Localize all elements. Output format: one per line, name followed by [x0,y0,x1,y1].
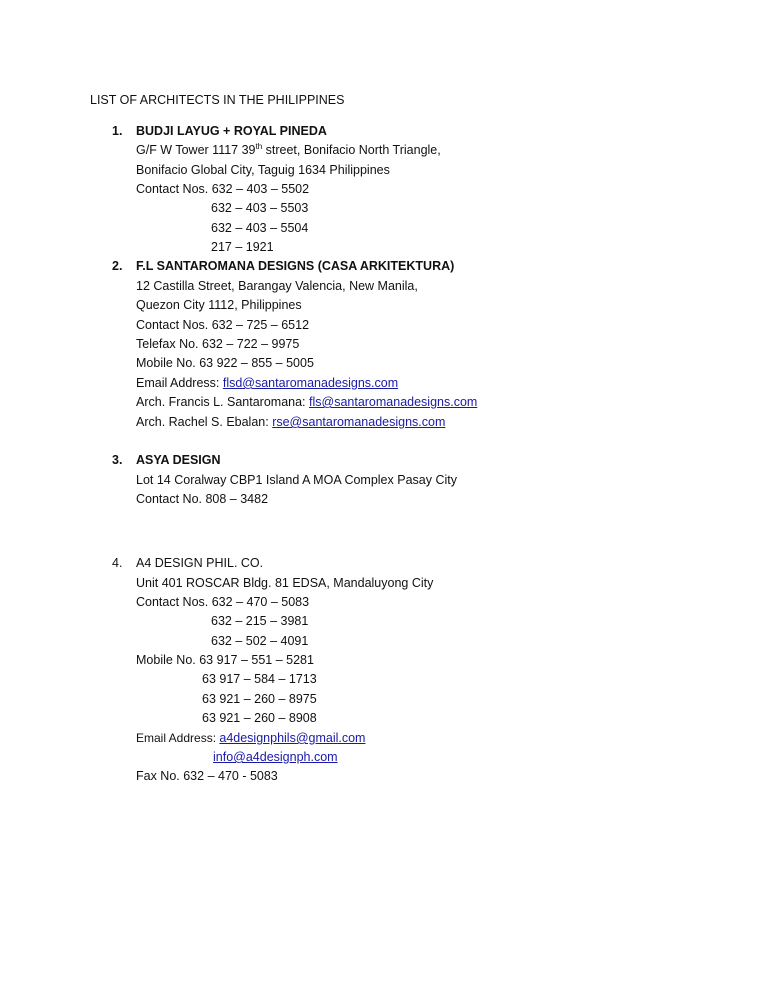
entry-2-email-line: Email Address: flsd@santaromanadesigns.com [136,376,399,390]
entry-1-contact: Contact Nos. 632 – 403 – 5502 [136,182,310,196]
entry-4-email-line: Email Address: a4designphils@gmail.com [136,731,366,745]
entry-2-arch-1: Arch. Francis L. Santaromana: fls@santaromanadesigns.com [136,395,478,409]
entry-4-contact: Contact Nos. 632 – 470 – 5083 [136,595,310,609]
entry-3-number: 3. [112,453,123,467]
entry-2-arch-1-email-link[interactable]: fls@santaromanadesigns.com [309,395,478,409]
entry-1-address-line-2: Bonifacio Global City, Taguig 1634 Philippines [136,163,390,177]
entry-4-mobile: Mobile No. 63 917 – 551 – 5281 [136,653,314,667]
entry-4-fax: Fax No. 632 – 470 - 5083 [136,769,278,783]
entry-2-arch-2: Arch. Rachel S. Ebalan: rse@santaromanadesigns.com [136,415,446,429]
entry-4-mobile-4: 63 921 – 260 – 8908 [202,711,317,725]
entry-4-mobile-3: 63 921 – 260 – 8975 [202,692,317,706]
entry-3-contact: Contact No. 808 – 3482 [136,492,269,506]
entry-2-address-line-2: Quezon City 1112, Philippines [136,298,302,312]
entry-1-address-line-1: G/F W Tower 1117 39th street, Bonifacio North Triangle, [136,141,441,157]
entry-1-name: BUDJI LAYUG + ROYAL PINEDA [136,124,327,138]
entry-2-contact: Contact Nos. 632 – 725 – 6512 [136,318,310,332]
entry-4-address: Unit 401 ROSCAR Bldg. 81 EDSA, Mandaluyong City [136,576,434,590]
entry-4-contact-2: 632 – 215 – 3981 [211,614,309,628]
document-title: LIST OF ARCHITECTS IN THE PHILIPPINES [90,93,345,107]
entry-3-name: ASYA DESIGN [136,453,221,467]
entry-2-email-link[interactable]: flsd@santaromanadesigns.com [222,376,399,390]
entry-2-arch-2-email-link[interactable]: rse@santaromanadesigns.com [272,415,446,429]
entry-4-email-link-2[interactable]: info@a4designph.com [213,750,338,764]
entry-2-mobile: Mobile No. 63 922 – 855 – 5005 [136,356,314,370]
entry-4-email-link-1[interactable]: a4designphils@gmail.com [219,731,366,745]
entry-2-number: 2. [112,259,123,273]
entry-3-address: Lot 14 Coralway CBP1 Island A MOA Complex Pasay City [136,473,457,487]
entry-1-contact-2: 632 – 403 – 5503 [211,201,309,215]
entry-1-contact-4: 217 – 1921 [211,240,274,254]
entry-4-mobile-2: 63 917 – 584 – 1713 [202,672,317,686]
entry-4-contact-3: 632 – 502 – 4091 [211,634,309,648]
entry-1-number: 1. [112,124,123,138]
entry-1-contact-3: 632 – 403 – 5504 [211,221,309,235]
entry-4-email-line-2 [213,749,338,765]
entry-2-name: F.L SANTAROMANA DESIGNS (CASA ARKITEKTURA) [136,259,455,273]
entry-4-name: A4 DESIGN PHIL. CO. [136,556,264,570]
entry-4-number: 4. [112,556,123,570]
entry-2-telefax: Telefax No. 632 – 722 – 9975 [136,337,300,351]
entry-2-address-line-1: 12 Castilla Street, Barangay Valencia, New Manila, [136,279,418,293]
